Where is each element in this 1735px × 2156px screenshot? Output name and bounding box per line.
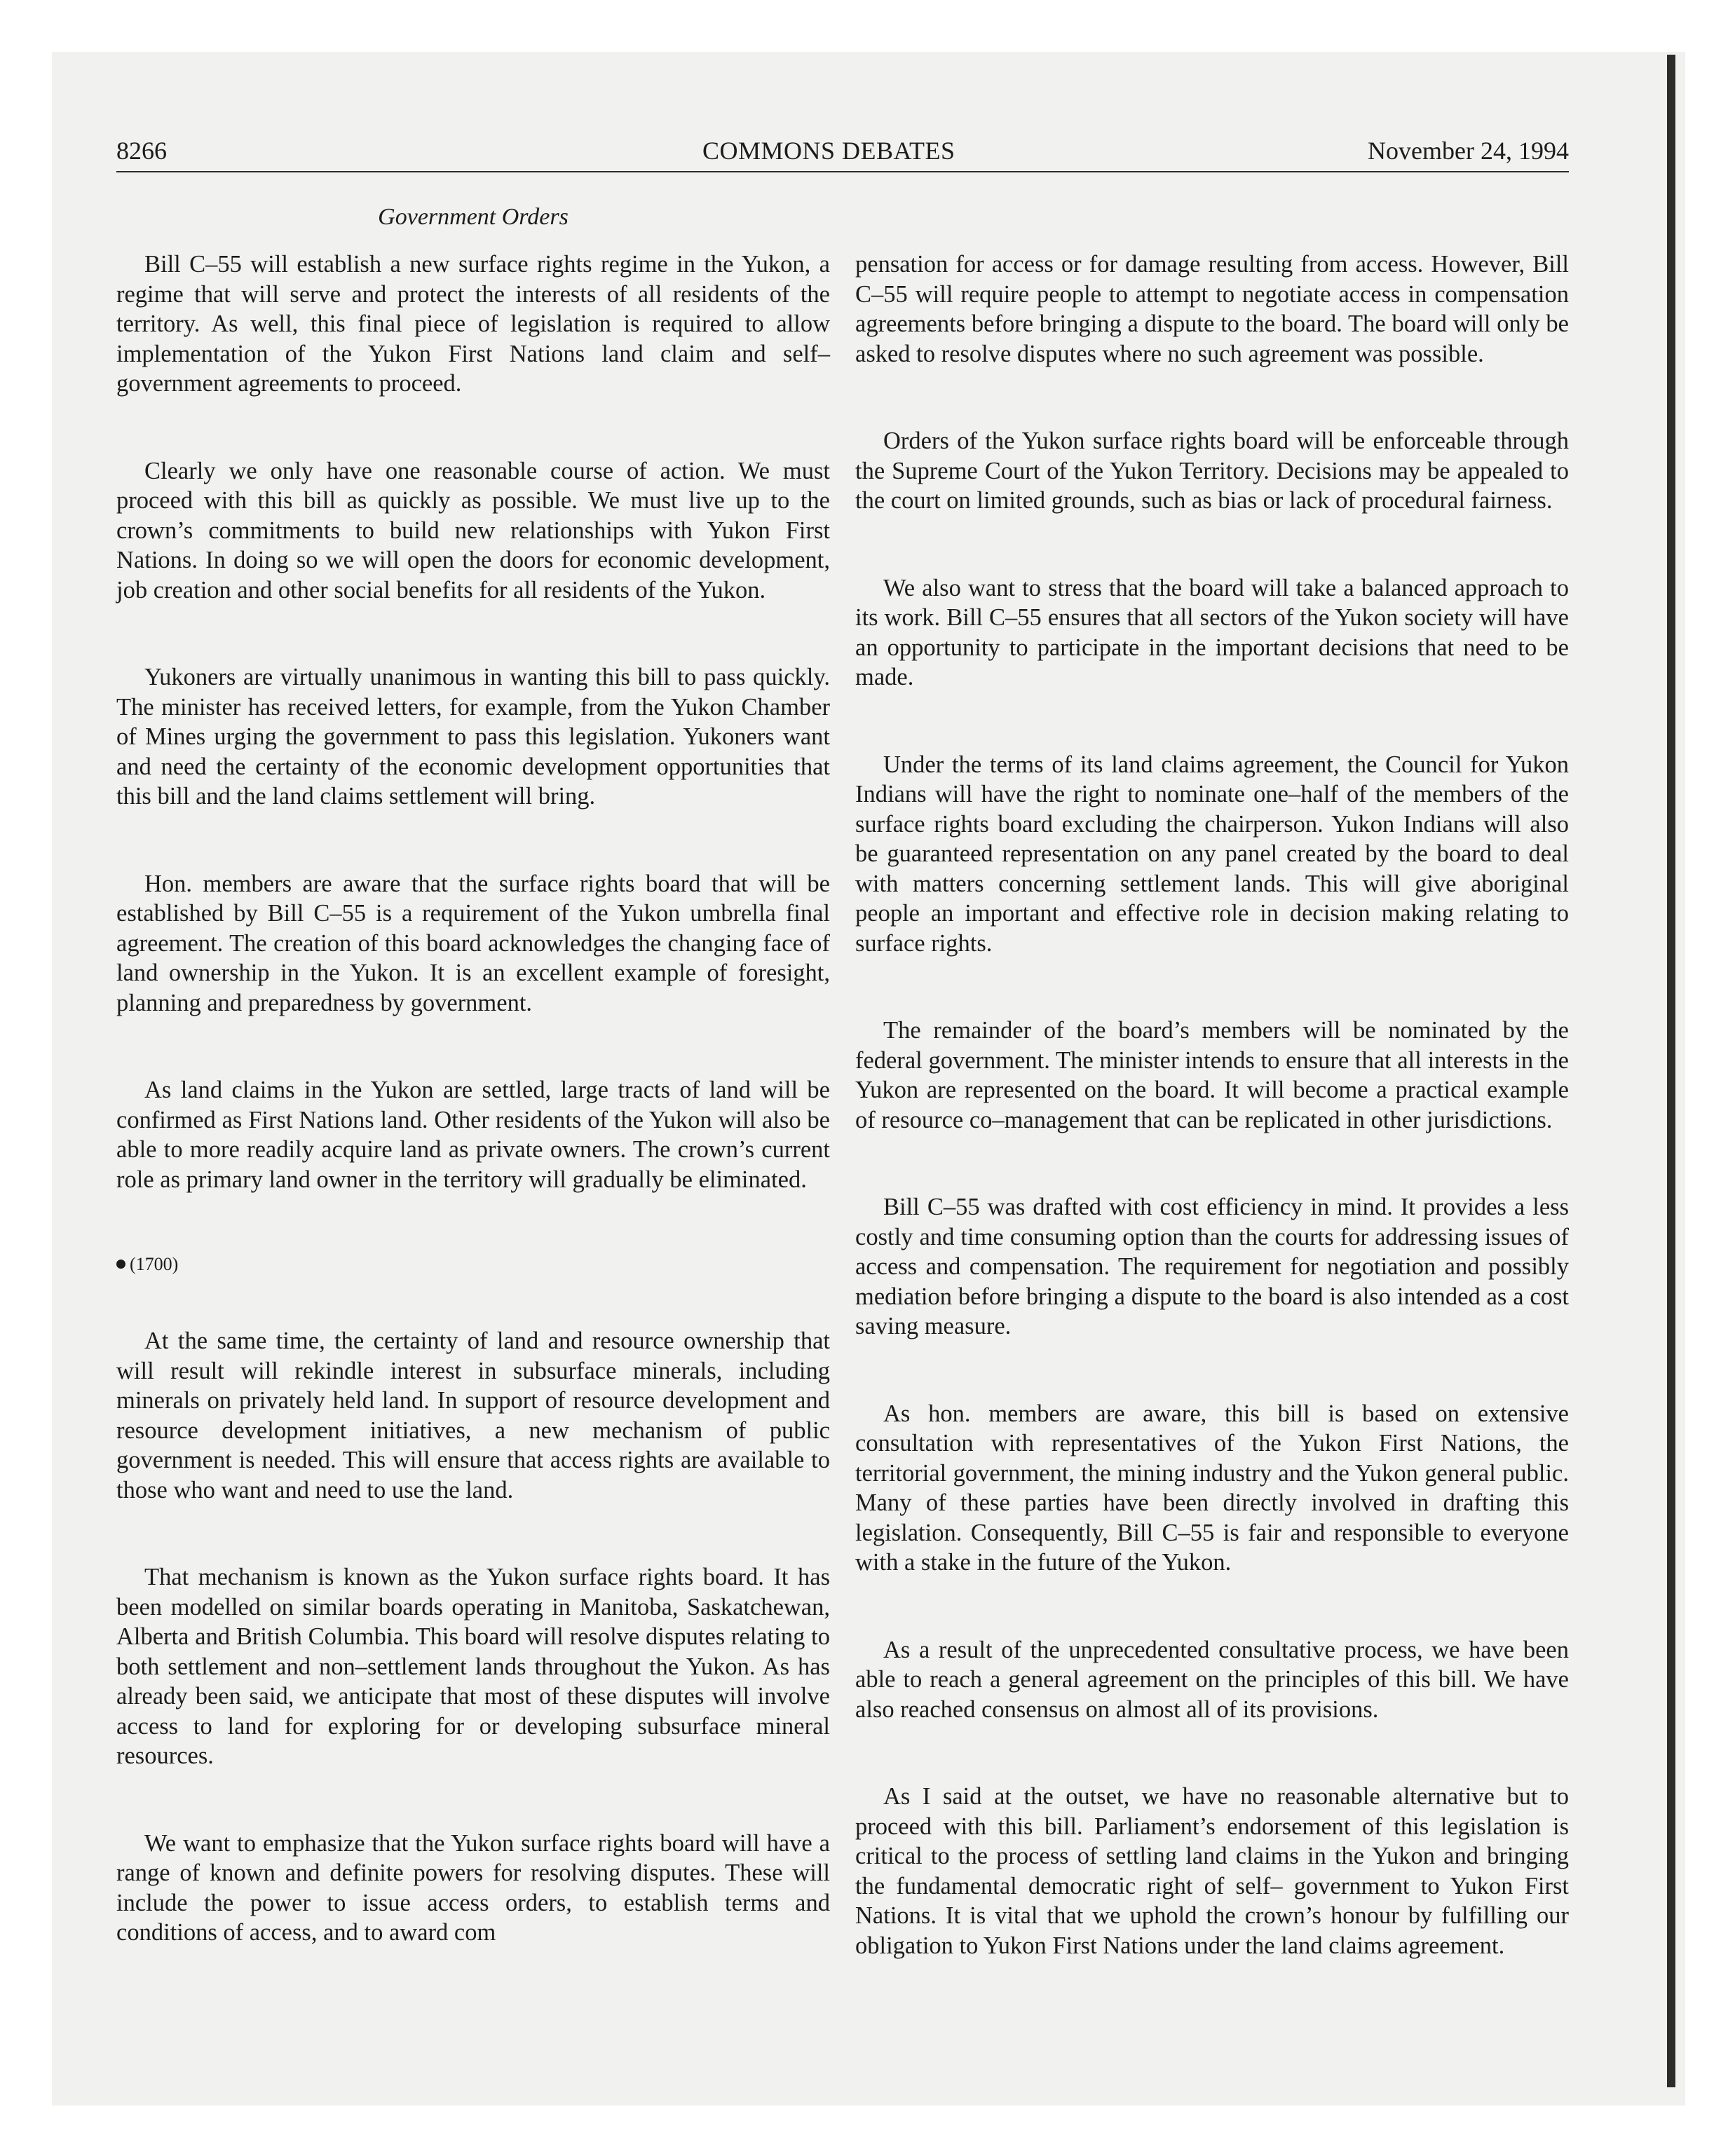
paragraph: As hon. members are aware, this bill is based on extensive consultation with representatives of the Yukon First Nations, the territorial government, the mining industry and the Yukon general public. Many of these parties have been directly involved in drafting this legislation. Consequently, Bill C–55 is fair and responsible to everyone with a stake in the future of the Yukon. [855,1400,1569,1576]
paragraph: Orders of the Yukon surface rights board will be enforceable through the Supreme Court of the Yukon Territory. Decisions may be appealed to the court on limited grounds, such as bias or lack of procedural fairness. [855,428,1569,514]
paragraph: Under the terms of its land claims agreement, the Council for Yukon Indians will have the right to nominate one–half of the members of the surface rights board excluding the chairperson. Yukon Indians will also be guaranteed representation on any panel created by the board to deal with matters concerning settlement lands. This will give aboriginal people an important and effective role in decision making relating to surface rights. [855,751,1569,957]
page-number: 8266 [116,137,167,165]
bullet-icon [116,1260,125,1269]
paragraph: We also want to stress that the board will take a balanced approach to its work. Bill C–55 ensures that all sectors of the Yukon society will have an opportunity to participate in the important decisions that need to be made. [855,574,1569,690]
paragraph: We want to emphasize that the Yukon surface rights board will have a range of known and definite powers for resolving disputes. These will include the power to issue access orders, to establish terms and conditions of access, and to award com [116,1829,830,1946]
page-header [116,130,1569,171]
paragraph: Hon. members are aware that the surface rights board that will be established by Bill C–55 is a requirement of the Yukon umbrella final agreement. The creation of this board acknowledges the changing face of land ownership in the Yukon. It is an excellent example of foresight, planning and preparedness by government. [116,870,830,1016]
paragraph: As a result of the unprecedented consultative process, we have been able to reach a general agreement on the principles of this bill. We have also reached consensus on almost all of its provisions. [855,1636,1569,1723]
section-title: Government Orders [378,204,569,230]
journal-title: COMMONS DEBATES [702,137,955,165]
timestamp-marker [116,1252,830,1277]
left-column [116,250,830,2005]
right-column [855,250,1569,2018]
header-rule [116,171,1569,172]
paragraph: That mechanism is known as the Yukon surface rights board. It has been modelled on similar boards operating in Manitoba, Saskatchewan, Alberta and British Columbia. This board will resolve disputes relating to both settlement and non–settlement lands throughout the Yukon. As has already been said, we anticipate that most of these disputes will involve access to land for exploring for or developing subsurface mineral resources. [116,1564,830,1769]
paragraph: As land claims in the Yukon are settled, large tracts of land will be confirmed as First Nations land. Other residents of the Yukon will also be able to more readily acquire land as private owners. The crown’s current role as primary land owner in the territory will gradually be eliminated. [116,1077,830,1193]
paragraph: Bill C–55 was drafted with cost efficiency in mind. It provides a less costly and time consuming option than the courts for addressing issues of access and compensation. The requirement for negotiation and possibly mediation before bringing a dispute to the board is also intended as a cost saving measure. [855,1194,1569,1339]
paragraph: The remainder of the board’s members will be nominated by the federal government. The minister intends to ensure that all interests in the Yukon are represented on the board. It will become a practical example of resource co–management that can be replicated in other jurisdictions. [855,1017,1569,1133]
paragraph: Clearly we only have one reasonable course of action. We must proceed with this bill as quickly as possible. We must live up to the crown’s commitments to build new relationships with Yukon First Nations. In doing so we will open the doors for economic development, job creation and other social benefits for all residents of the Yukon. [116,457,830,603]
timestamp-text: (1700) [130,1254,179,1274]
paragraph: As I said at the outset, we have no reasonable alternative but to proceed with this bill. Parliament’s endorsement of this legislation is critical to the process of settling land claims in the Yukon and bringing the fundamental democratic right of self– government to Yukon First Nations. It is vital that we uphold the crown’s honour by fulfilling our obligation to Yukon First Nations under the land claims agreement. [855,1783,1569,1959]
paragraph: At the same time, the certainty of land and resource ownership that will result will rekindle interest in subsurface minerals, including minerals on privately held land. In support of resource development and resource development initiatives, a new mechanism of public government is needed. This will ensure that access rights are available to those who want and need to use the land. [116,1328,830,1503]
paragraph: Bill C–55 will establish a new surface rights regime in the Yukon, a regime that will serve and protect the interests of all residents of the territory. As well, this final piece of legislation is required to allow implementation of the Yukon First Nations land claim and self–government agreements to proceed. [116,251,830,397]
scan-edge-shadow [1667,55,1675,2087]
paragraph: Yukoners are virtually unanimous in wanting this bill to pass quickly. The minister has received letters, for example, from the Yukon Chamber of Mines urging the government to pass this legislation. Yukoners want and need the certainty of the economic development opportunities that this bill and the land claims settlement will bring. [116,664,830,810]
paragraph: pensation for access or for damage resulting from access. However, Bill C–55 will require people to attempt to negotiate access in compensation agreements before bringing a dispute to the board. The board will only be asked to resolve disputes where no such agreement was possible. [855,251,1569,367]
page-date: November 24, 1994 [1368,137,1569,165]
